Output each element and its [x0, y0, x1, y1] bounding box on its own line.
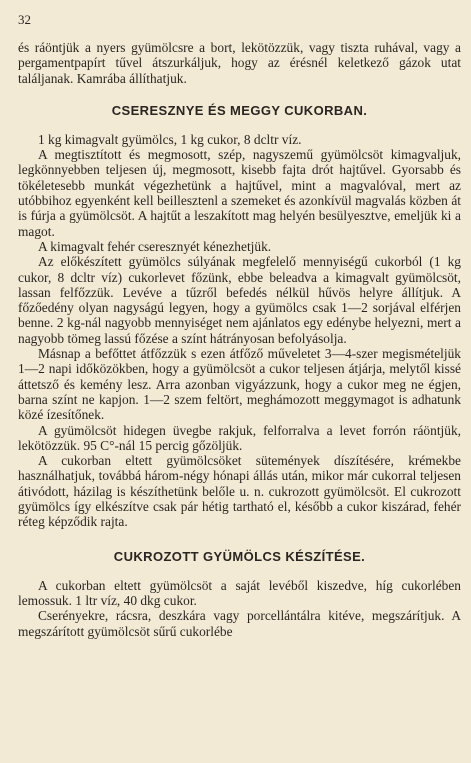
paragraph: A kimagvalt fehér cseresznyét kénezhetjük. [38, 238, 272, 254]
paragraph: Cserényekre, rácsra, deszkára vagy porcellántálra kitéve, megszárítjuk. A megszárított gyümölcsöt sűrű cukorlébe [18, 608, 461, 639]
paragraph: Másnap a befőttet átfőzzük s ezen átfőző műveletet 3—4-szer megismételjük 1—2 napi időközökben, hogy a gyümölcsöt a cukor teljesen átjárja, melytől kissé áttetsző és kemény lesz. Arra azonban vigyázzunk, hogy a cukor meg ne égjen, barna színt ne kapjon. 1—2 szem feltört, meghámozott meggymagot is adhatunk közé ízesítőnek. [18, 346, 461, 423]
paragraph: A gyümölcsöt hidegen üvegbe rakjuk, felforralva a levet forrón ráöntjük, lekötözzük. 95 C°-nál 15 percig gőzöljük. [18, 422, 461, 453]
paragraph: 1 kg kimagvalt gyümölcs, 1 kg cukor, 8 dcltr víz. [38, 131, 302, 147]
page-number: 32 [18, 12, 31, 27]
section-title-candied: CUKROZOTT GYÜMÖLCS KÉSZÍTÉSE. [113, 548, 366, 564]
paragraph: A cukorban eltett gyümölcsöket sütemények díszítésére, krémekbe használhatjuk, továbbá három-négy hónapi állás után, mikor már cukorral teljesen átivódott, házilag is készíthetünk belőle u. n. cukrozott gyümölcsöt. El cukrozott gyümölcs így elkészítve csak pár hétig tartható el, később a cukor kiszárad, fehér réteg képződik rajta. [18, 453, 461, 530]
section-title-cherry: CSERESZNYE ÉS MEGGY CUKORBAN. [111, 102, 368, 118]
paragraph: A megtisztított és megmosott, szép, nagyszemű gyümölcsöt kimagvaljuk, legkönnyebben teljesen új, megmosott, kisebb fajta drót hajtűvel. Gyorsabb és tökéletesebb munkát végezhetünk a hajtűvel, mint a magvalóval, mert az utóbbihoz egyenként kell beillesztenl a szemeket és azonkívül magvalás közben át is fúrja a gyümölcsöt. A hajtűt a leszakított mag helyén besülyesztve, emeljük ki a magot. [18, 147, 461, 239]
paragraph: A cukorban eltett gyümölcsöt a saját levéből kiszedve, híg cukorlében lemossuk. 1 ltr víz, 40 dkg cukor. [18, 577, 461, 608]
intro-paragraph: és ráöntjük a nyers gyümölcsre a bort, lekötözzük, vagy tiszta ruhával, vagy a pergamentpapírt tűvel átszurkáljuk, hogy az érésnél keletkező gázok utat találjanak. Kamrába állíthatjuk. [18, 40, 461, 86]
paragraph: Az előkészített gyümölcs súlyának megfelelő mennyiségű cukorból (1 kg cukor, 8 dcltr víz) cukorlevet főzünk, ebbe beleadva a kimagvalt gyümölcsöt, lassan felfőzzük. Levéve a tűzről befedés nélkül hűvös helyre állítjuk. A főzőedény olyan nagyságú legyen, hogy a gyümölcs csak 1—2 sorjával elférjen benne. 2 kg-nál nagyobb mennyiséget nem ajánlatos egy edénybe helyezni, mert a nagyobb tömeg lassú főzése a színt hátrányosan befolyásolja. [18, 254, 461, 346]
